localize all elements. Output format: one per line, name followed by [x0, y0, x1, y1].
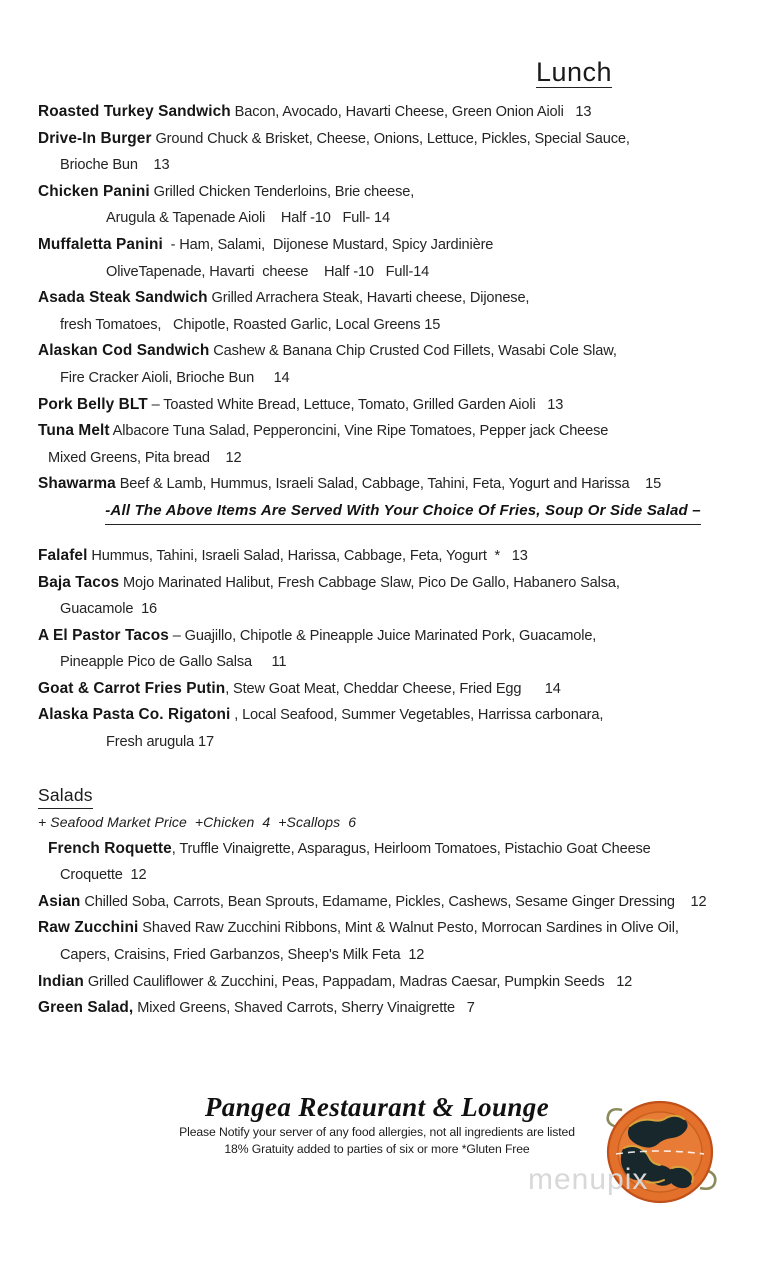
- menu-item-description: Mixed Greens, Pita bread 12: [48, 449, 242, 466]
- entree-section: [38, 543, 738, 756]
- menu-item-description: Shaved Raw Zucchini Ribbons, Mint & Walnut Pesto, Morrocan Sardines in Olive Oil,: [138, 920, 679, 937]
- salads-heading: Salads: [38, 782, 93, 809]
- menu-item: [38, 570, 738, 623]
- menu-item-continuation: [38, 365, 738, 392]
- menu-item-continuation: [38, 862, 738, 889]
- menu-item-line: [38, 889, 738, 916]
- menu-item-description: OliveTapenade, Havarti cheese Half -10 Full-14: [106, 263, 430, 280]
- menu-item: [38, 543, 738, 570]
- menu-item-line: [38, 285, 738, 312]
- menu-item: [38, 995, 738, 1022]
- menu-item-description: Grilled Chicken Tenderloins, Brie cheese,: [149, 183, 415, 200]
- menu-content: [38, 99, 738, 1022]
- menu-item-description: - Ham, Salami, Dijonese Mustard, Spicy Jardinière: [162, 236, 494, 253]
- menu-item-description: Albacore Tuna Salad, Pepperoncini, Vine Ripe Tomatoes, Pepper jack Cheese: [109, 423, 609, 440]
- menu-item-name: Drive-In Burger: [38, 129, 152, 147]
- menu-item-continuation: [38, 729, 738, 756]
- menu-item-line: [38, 179, 738, 206]
- menu-item-name: Green Salad,: [38, 999, 134, 1017]
- menu-item-name: Muffaletta Panini: [38, 235, 163, 253]
- menu-item-name: Roasted Turkey Sandwich: [38, 103, 231, 120]
- menu-item-description: Croquette 12: [60, 867, 147, 884]
- menu-item: [38, 126, 738, 179]
- menu-item: [38, 889, 738, 916]
- menu-item-description: Mojo Marinated Halibut, Fresh Cabbage Slaw, Pico De Gallo, Habanero Salsa,: [119, 574, 620, 591]
- menu-item-description: Grilled Cauliflower & Zucchini, Peas, Pappadam, Madras Caesar, Pumpkin Seeds 12: [83, 973, 633, 990]
- menu-item-description: Ground Chuck & Brisket, Cheese, Onions, Lettuce, Pickles, Special Sauce,: [151, 130, 630, 147]
- menu-item-name: Asian: [38, 892, 81, 910]
- menu-item-description: Fire Cracker Aioli, Brioche Bun 14: [60, 369, 290, 386]
- menu-item-line: [38, 702, 738, 729]
- gratuity-note: 18% Gratuity added to parties of six or more *Gluten Free: [224, 1142, 530, 1157]
- menu-item-description: Hummus, Tahini, Israeli Salad, Harissa, Cabbage, Feta, Yogurt * 13: [87, 547, 528, 564]
- menu-item-description: Fresh arugula 17: [106, 734, 214, 751]
- menu-item-continuation: [38, 445, 738, 472]
- menu-item: [38, 99, 738, 126]
- menu-item-line: [38, 392, 738, 419]
- menu-item-line: [38, 232, 738, 259]
- menu-item-line: [38, 969, 738, 996]
- allergy-note: Please Notify your server of any food allergies, not all ingredients are listed: [179, 1124, 575, 1139]
- menu-item-name: Alaskan Cod Sandwich: [38, 342, 210, 360]
- menu-item: [38, 915, 738, 968]
- menu-item: [38, 676, 738, 703]
- menu-item-name: Pork Belly BLT: [38, 395, 148, 413]
- menu-item-name: Goat & Carrot Fries Putin: [38, 679, 226, 697]
- menu-item-name: Raw Zucchini: [38, 919, 139, 937]
- menu-item-line: [38, 676, 738, 703]
- page-title-row: [0, 58, 768, 88]
- salad-section: [38, 836, 738, 1022]
- menu-item-name: Shawarma: [38, 475, 116, 493]
- menu-item-description: Cashew & Banana Chip Crusted Cod Fillets, Wasabi Cole Slaw,: [209, 343, 617, 360]
- menu-item-line: [38, 623, 738, 650]
- menu-item-description: Grilled Arrachera Steak, Havarti cheese, Dijonese,: [207, 290, 530, 307]
- menu-item-description: Brioche Bun 13: [60, 157, 170, 174]
- menu-item-line: [38, 99, 738, 126]
- spacer: [38, 756, 738, 782]
- menu-item-line: [38, 836, 738, 863]
- menu-item: [38, 338, 738, 391]
- menu-item-name: French Roquette: [48, 839, 172, 857]
- menu-item: [38, 232, 738, 285]
- menu-item-description: Beef & Lamb, Hummus, Israeli Salad, Cabbage, Tahini, Feta, Yogurt and Harissa 15: [115, 476, 662, 493]
- menu-item: [38, 623, 738, 676]
- menu-item-continuation: [38, 205, 738, 232]
- menu-item-line: [38, 126, 738, 153]
- spacer: [38, 525, 738, 543]
- salads-addons: + Seafood Market Price +Chicken 4 +Scallops 6: [38, 813, 357, 830]
- menu-item-line: [38, 543, 738, 570]
- menu-item-continuation: [38, 942, 738, 969]
- paella-pan-logo: [594, 1092, 726, 1214]
- menu-item-line: [38, 338, 738, 365]
- sandwich-section: [38, 99, 738, 498]
- menu-item-line: [38, 915, 738, 942]
- menu-item: [38, 969, 738, 996]
- menu-item-name: Baja Tacos: [38, 573, 120, 591]
- menu-item-description: Guacamole 16: [60, 601, 158, 618]
- menu-item: [38, 418, 738, 471]
- menu-item-name: Chicken Panini: [38, 182, 150, 200]
- menu-item: [38, 836, 738, 889]
- menu-item: [38, 392, 738, 419]
- menu-item-description: Arugula & Tapenade Aioli Half -10 Full- 14: [106, 210, 390, 227]
- menu-item-name: Alaska Pasta Co. Rigatoni: [38, 706, 231, 724]
- menu-item-line: [38, 471, 738, 498]
- menu-item-name: Tuna Melt: [38, 422, 110, 440]
- menu-item: [38, 285, 738, 338]
- served-with-note: [38, 498, 738, 525]
- menu-item: [38, 702, 738, 755]
- menu-item: [38, 179, 738, 232]
- menu-item-continuation: [38, 259, 738, 286]
- salads-heading-row: [38, 782, 738, 809]
- menu-item-name: Falafel: [38, 546, 88, 564]
- menu-item-name: Asada Steak Sandwich: [38, 289, 208, 307]
- menu-item-continuation: [38, 152, 738, 179]
- menu-item-line: [38, 570, 738, 597]
- menu-item-description: Mixed Greens, Shaved Carrots, Sherry Vinaigrette 7: [133, 1000, 475, 1017]
- menu-item-continuation: [38, 312, 738, 339]
- menu-item-description: , Truffle Vinaigrette, Asparagus, Heirloom Tomatoes, Pistachio Goat Cheese: [171, 840, 651, 857]
- menu-item-description: , Stew Goat Meat, Cheddar Cheese, Fried Egg 14: [225, 680, 561, 697]
- menu-item-description: Capers, Craisins, Fried Garbanzos, Sheep's Milk Feta 12: [60, 947, 425, 964]
- menu-item-description: fresh Tomatoes, Chipotle, Roasted Garlic, Local Greens 15: [60, 316, 441, 333]
- restaurant-name: Pangea Restaurant & Lounge: [204, 1092, 550, 1122]
- menu-item-description: Chilled Soba, Carrots, Bean Sprouts, Edamame, Pickles, Cashews, Sesame Ginger Dressing 12: [80, 893, 707, 910]
- menu-item-description: Bacon, Avocado, Havarti Cheese, Green Onion Aioli 13: [230, 104, 592, 120]
- menu-item-continuation: [38, 649, 738, 676]
- menu-item-description: , Local Seafood, Summer Vegetables, Harrissa carbonara,: [230, 707, 604, 724]
- menupix-watermark: menupix: [528, 1163, 649, 1196]
- menu-item-description: – Guajillo, Chipotle & Pineapple Juice Marinated Pork, Guacamole,: [168, 627, 597, 644]
- menu-item-name: A El Pastor Tacos: [38, 626, 169, 644]
- paella-pan-icon: [594, 1092, 726, 1214]
- menu-item-description: Pineapple Pico de Gallo Salsa 11: [60, 654, 287, 671]
- menu-item-description: – Toasted White Bread, Lettuce, Tomato, Grilled Garden Aioli 13: [147, 396, 564, 413]
- menu-item-continuation: [38, 596, 738, 623]
- served-with-note-text: -All The Above Items Are Served With Your Choice Of Fries, Soup Or Side Salad –: [105, 498, 701, 525]
- menu-item-line: [38, 995, 738, 1022]
- menu-item: [38, 471, 738, 498]
- menu-item-name: Indian: [38, 972, 84, 990]
- menu-item-line: [38, 418, 738, 445]
- page-title: Lunch: [535, 57, 613, 87]
